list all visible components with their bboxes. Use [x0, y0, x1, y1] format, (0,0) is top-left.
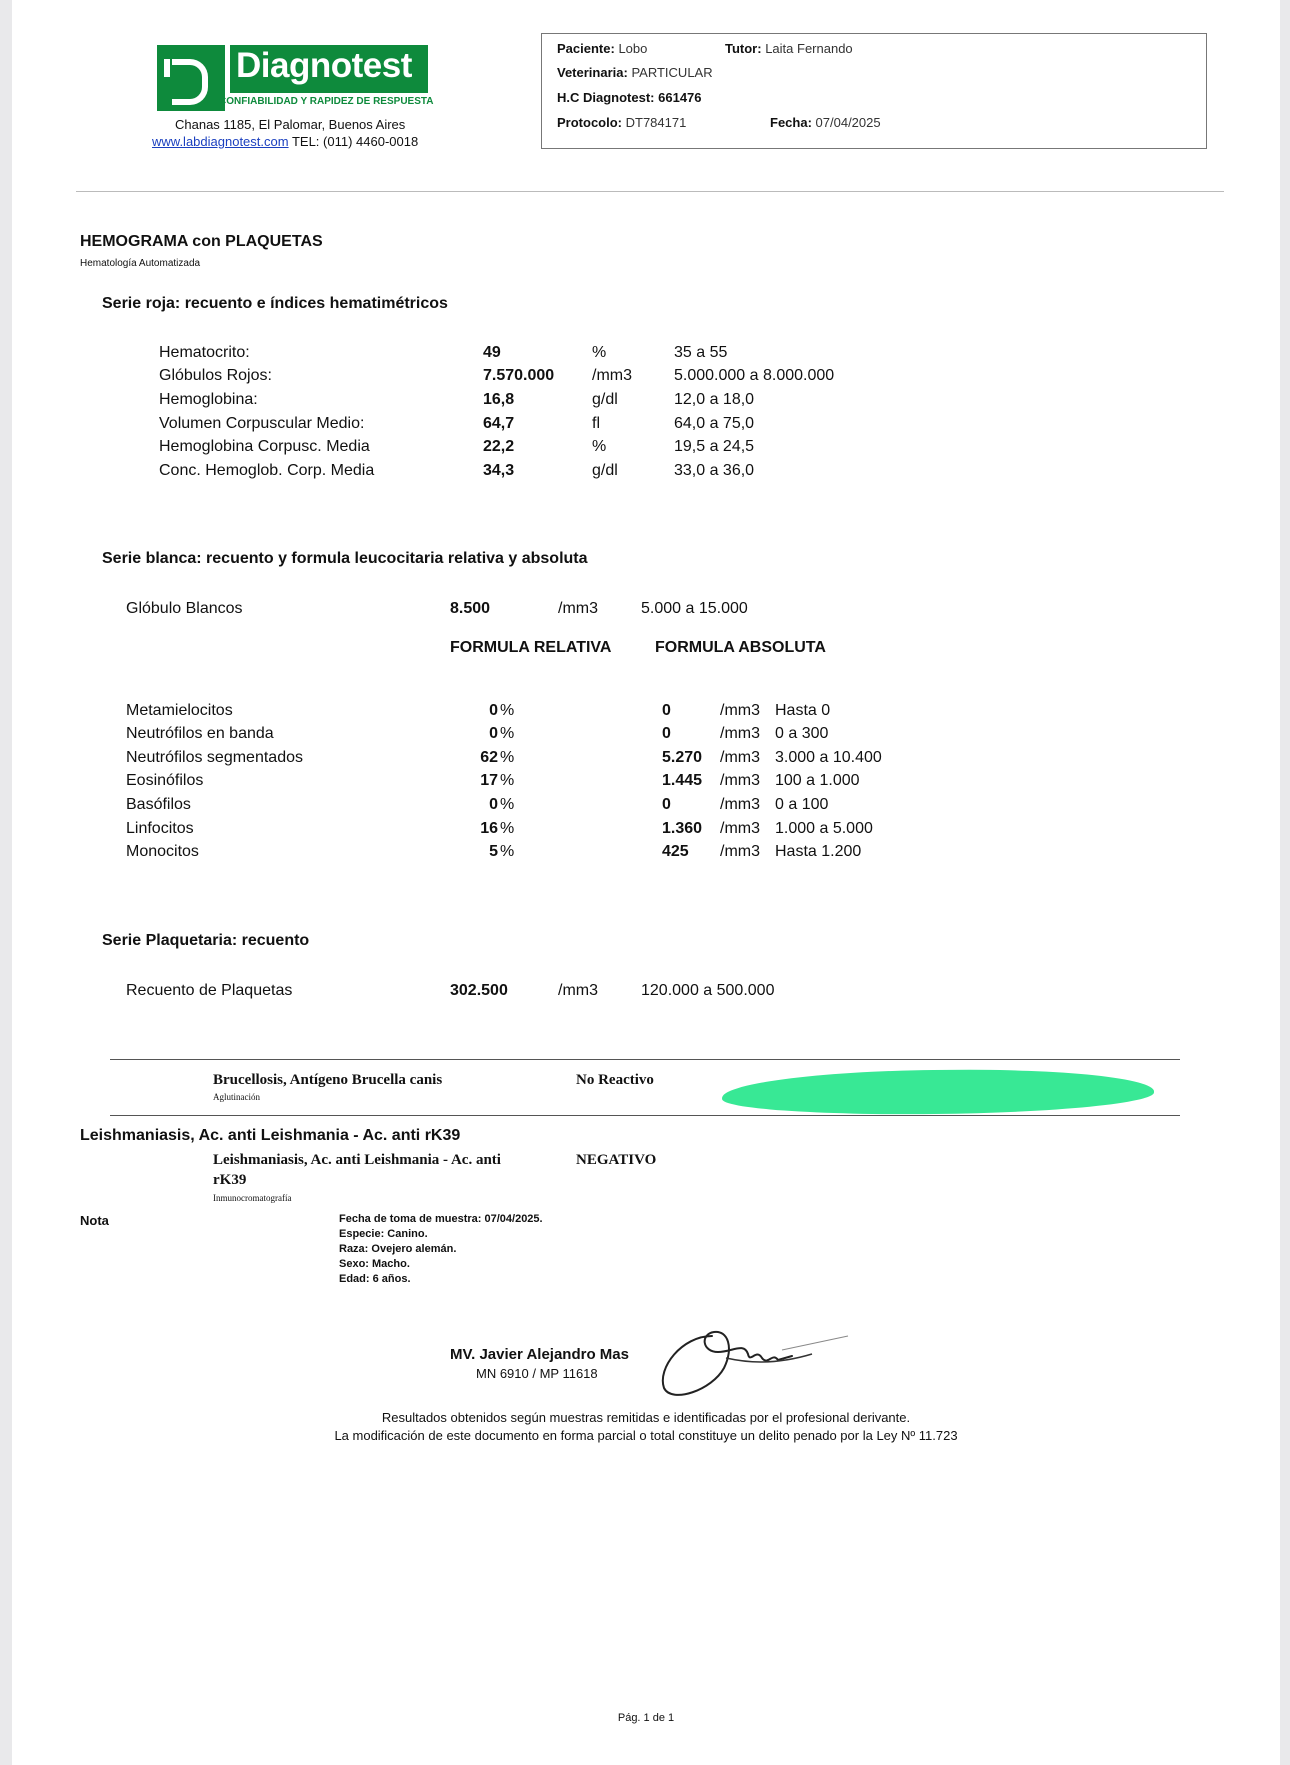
brand-tagline: CONFIABILIDAD Y RAPIDEZ DE RESPUESTA — [219, 96, 434, 107]
veterinaria-field: Veterinaria: PARTICULAR — [557, 65, 713, 80]
patient-field: Paciente: Lobo — [557, 41, 648, 56]
fecha-field: Fecha: 07/04/2025 — [770, 115, 881, 130]
diagnotest-logo-icon — [157, 45, 225, 111]
nota-line: Raza: Ovejero alemán. — [339, 1243, 457, 1255]
brand-name: Diagnotest — [236, 46, 412, 85]
signer-license: MN 6910 / MP 11618 — [476, 1366, 598, 1381]
hc-field: H.C Diagnotest: 661476 — [557, 90, 702, 105]
serie-blanca-title: Serie blanca: recuento y formula leucocitaria relativa y absoluta — [102, 550, 588, 567]
leishmania-name-line2: rK39 — [213, 1172, 247, 1188]
leishmania-result: NEGATIVO — [576, 1152, 657, 1168]
veterinaria-value: PARTICULAR — [631, 65, 713, 80]
brucelosis-method: Aglutinación — [213, 1092, 260, 1102]
lab-address: Chanas 1185, El Palomar, Buenos Aires — [175, 117, 406, 132]
lab-contact — [152, 134, 418, 149]
lab-phone: TEL: (011) 4460-0018 — [291, 134, 419, 149]
protocolo-value: DT784171 — [625, 115, 687, 130]
formula-absoluta-header: FORMULA ABSOLUTA — [655, 639, 826, 656]
nota-line: Sexo: Macho. — [339, 1258, 410, 1270]
nota-line: Fecha de toma de muestra: 07/04/2025. — [339, 1213, 543, 1225]
nota-label: Nota — [80, 1213, 109, 1228]
serie-plaquetaria-title: Serie Plaquetaria: recuento — [102, 932, 310, 949]
nota-line: Edad: 6 años. — [339, 1273, 411, 1285]
header-divider — [76, 191, 1224, 192]
study-title: HEMOGRAMA con PLAQUETAS — [80, 233, 323, 250]
footer-disclaimer-1: Resultados obtenidos según muestras remitidas e identificadas por el profesional derivante. — [381, 1410, 911, 1425]
brucelosis-result: No Reactivo — [576, 1072, 654, 1088]
tutor-field: Tutor: Laita Fernando — [725, 41, 853, 56]
fecha-value: 07/04/2025 — [815, 115, 881, 130]
report-page: Diagnotest CONFIABILIDAD Y RAPIDEZ DE RESPUESTA Chanas 1185, El Palomar, Buenos Aires www.labdiagnotest.com TEL: (011) 4460-0018 Paciente: Lobo Tutor: Laita Fernando Veterinaria: PARTICULAR H.C Diagnotest: 661476 Protocolo: DT784171 Fecha: 07/04/2025 HEMOGRAMA con PLAQUETAS Hematología Automatizada Serie roja: recuento e índices hematimétricos Hematocrito: 49 % 35 a 55 Glóbulos Rojos: 7.570.000 /mm3 5.000.000 a 8.000.000 Hemoglobina: 16,8 g/dl 12,0 a 18,0 Volumen Corpuscular Medio: 64,7 fl 64,0 a 75,0 Hemoglobina Corpusc. Media 22,2 % 19,5 a 24,5 Conc. Hemoglob. Corp. Media 34,3 g/dl 33,0 a 36,0 Serie blanca: recuento y formula leucocitaria relativa y absoluta Glóbulo Blancos 8.500 /mm3 5.000 a 15.000 FORMULA RELATIVA FORMULA ABSOLUTA Metamielocitos 0 % 0 /mm3 Hasta 0 Neutrófilos en banda 0 % 0 /mm3 0 a 300 Neutrófilos segmentados 62 % 5.270 /mm3 3.000 a 10.400 Eosinófilos 17 % 1.445 /mm3 100 a 1.000 Basófilos 0 % 0 /mm3 0 a 100 Linfocitos 16 % 1.360 /mm3 1.000 a 5.000 Monocitos 5 % 425 /mm3 Hasta 1.200 Serie Plaquetaria: recuento Recuento de Plaquetas 302.500 /mm3 120.000 a 500.000 Brucellosis, Antígeno Brucella canis Aglutinación No Reactivo Leishmaniasis, Ac. anti Leishmania - Ac. anti rK39 Leishmaniasis, Ac. anti Leishmania - Ac. anti rK39 Inmunocromatografía NEGATIVO Nota Fecha de toma de muestra: 07/04/2025. Especie: Canino. Raza: Ovejero alemán. Sexo: Macho. Edad: 6 años. MV. Javier Alejandro Mas MN 6910 / MP 11618 Resultados obtenidos según muestras remitidas e identificadas por el profesional derivante. La modificación de este documento en forma parcial o total constituye un delito penado por la Ley Nº 11.723 Pág. 1 de 1 — [12, 0, 1280, 1765]
serie-roja-title: Serie roja: recuento e índices hematimétricos — [102, 295, 448, 312]
leishmania-title: Leishmaniasis, Ac. anti Leishmania - Ac. anti rK39 — [80, 1127, 461, 1144]
hc-value: 661476 — [658, 90, 702, 105]
brucelosis-top-divider — [110, 1059, 1180, 1060]
patient-name: Lobo — [618, 41, 648, 56]
redaction-mark — [722, 1068, 1154, 1117]
formula-relativa-header: FORMULA RELATIVA — [450, 639, 612, 656]
leishmania-method: Inmunocromatografía — [213, 1193, 292, 1203]
signer-name: MV. Javier Alejandro Mas — [450, 1346, 629, 1363]
footer-disclaimer-2: La modificación de este documento en forma parcial o total constituye un delito penado por la Ley Nº 11.723 — [334, 1428, 958, 1443]
leishmania-name-line1: Leishmaniasis, Ac. anti Leishmania - Ac. anti — [213, 1152, 501, 1168]
nota-line: Especie: Canino. — [339, 1228, 428, 1240]
brucelosis-name: Brucellosis, Antígeno Brucella canis — [213, 1072, 443, 1088]
protocolo-field: Protocolo: DT784171 — [557, 115, 687, 130]
tutor-name: Laita Fernando — [765, 41, 853, 56]
handwritten-signature — [652, 1318, 852, 1404]
page-number: Pág. 1 de 1 — [617, 1712, 675, 1724]
study-method: Hematología Automatizada — [80, 258, 201, 269]
brucelosis-bottom-divider — [110, 1115, 1180, 1116]
lab-website-link[interactable]: www.labdiagnotest.com — [152, 134, 289, 149]
